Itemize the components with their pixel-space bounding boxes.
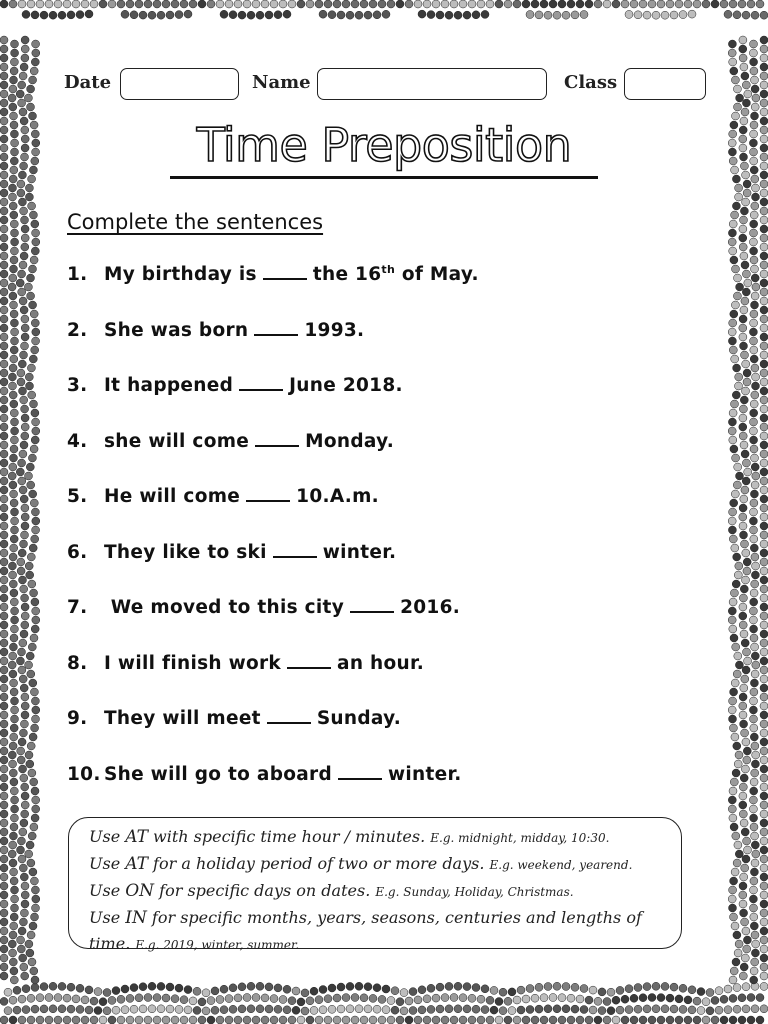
header-fields — [0, 66, 768, 106]
question-number: 2. — [67, 320, 88, 341]
answer-blank[interactable] — [254, 318, 298, 336]
worksheet-title: Time Preposition — [196, 118, 572, 172]
question-text-after: Sunday. — [316, 708, 402, 729]
rule-line-1 — [89, 824, 667, 851]
rule-ex: E.g. 2019, winter, summer. — [135, 938, 300, 952]
question-number: 3. — [67, 375, 88, 396]
question-number: 8. — [67, 653, 88, 674]
class-field[interactable] — [624, 68, 706, 100]
question-number: 9. — [67, 708, 88, 729]
answer-blank[interactable] — [246, 484, 290, 502]
answer-blank[interactable] — [263, 262, 307, 280]
question-text-before: She will go to aboard — [104, 764, 333, 785]
question-6 — [67, 540, 396, 563]
rule-kw: IN — [125, 908, 147, 928]
answer-blank[interactable] — [239, 373, 283, 391]
date-field[interactable] — [120, 68, 239, 100]
question-2 — [67, 318, 364, 341]
rules-box — [68, 817, 682, 953]
rule-line-4 — [89, 905, 667, 931]
question-text-before: I will finish work — [104, 653, 282, 674]
question-text-after: 2016. — [400, 597, 461, 618]
question-number: 4. — [67, 431, 88, 452]
question-text-after: June 2018. — [289, 375, 403, 396]
class-label: Class — [564, 72, 618, 93]
question-number: 6. — [67, 542, 88, 563]
rule-kw: ON — [125, 881, 155, 901]
question-text-after: winter. — [388, 764, 462, 785]
question-text-before: She was born — [104, 320, 249, 341]
question-7 — [67, 595, 460, 618]
rule-a: time. — [89, 934, 136, 953]
question-9 — [67, 706, 401, 729]
question-text-before: We moved to this city — [104, 597, 345, 618]
name-label: Name — [252, 72, 311, 93]
rule-kw: AT — [125, 854, 148, 874]
question-text-before: They like to ski — [104, 542, 267, 563]
question-4 — [67, 429, 394, 452]
question-text-after: Monday. — [305, 431, 395, 452]
question-text-before: It happened — [104, 375, 234, 396]
rule-kw: AT — [125, 827, 148, 847]
rule-line-3 — [89, 878, 667, 905]
rule-line-2 — [89, 851, 667, 878]
question-text-end: of May. — [395, 264, 479, 285]
date-label: Date — [64, 72, 112, 93]
answer-blank[interactable] — [255, 429, 299, 447]
question-10 — [67, 762, 462, 785]
ordinal-suffix: th — [381, 262, 396, 276]
question-text-before: They will meet — [104, 708, 261, 729]
question-number: 7. — [67, 597, 88, 618]
question-text-before: she will come — [104, 431, 250, 452]
question-number: 5. — [67, 486, 88, 507]
question-text-after: the 16 — [312, 264, 382, 285]
question-text-before: My birthday is — [104, 264, 257, 285]
question-text-before: He will come — [104, 486, 241, 507]
question-text-after: winter. — [322, 542, 397, 563]
name-field[interactable] — [317, 68, 547, 100]
question-1 — [67, 262, 479, 285]
answer-blank[interactable] — [273, 540, 317, 558]
title-underline — [170, 176, 598, 179]
instruction-heading: Complete the sentences — [67, 210, 324, 234]
answer-blank[interactable] — [267, 706, 311, 724]
rule-ex: E.g. midnight, midday, 10:30. — [430, 831, 610, 845]
rule-b: with specific time hour / minutes. — [147, 827, 431, 846]
question-text-after: 1993. — [304, 320, 365, 341]
rule-a: Use — [89, 827, 126, 846]
question-text-after: 10.A.m. — [296, 486, 380, 507]
question-number: 10. — [67, 764, 101, 785]
rule-a: Use — [89, 881, 126, 900]
question-3 — [67, 373, 403, 396]
rule-b: for specific days on dates. — [154, 881, 376, 900]
answer-blank[interactable] — [287, 651, 331, 669]
rule-a: Use — [89, 908, 126, 927]
answer-blank[interactable] — [338, 762, 382, 780]
question-text-after: an hour. — [337, 653, 425, 674]
rule-b: for a holiday period of two or more days. — [147, 854, 490, 873]
rule-b: for specific months, years, seasons, centuries and lengths of — [146, 908, 642, 927]
question-number: 1. — [67, 264, 88, 285]
rule-ex: E.g. Sunday, Holiday, Christmas. — [375, 885, 574, 899]
question-8 — [67, 651, 424, 674]
answer-blank[interactable] — [350, 595, 394, 613]
rule-line-5 — [89, 931, 667, 958]
question-5 — [67, 484, 379, 507]
rule-ex: E.g. weekend, yearend. — [489, 858, 633, 872]
rule-a: Use — [89, 854, 126, 873]
